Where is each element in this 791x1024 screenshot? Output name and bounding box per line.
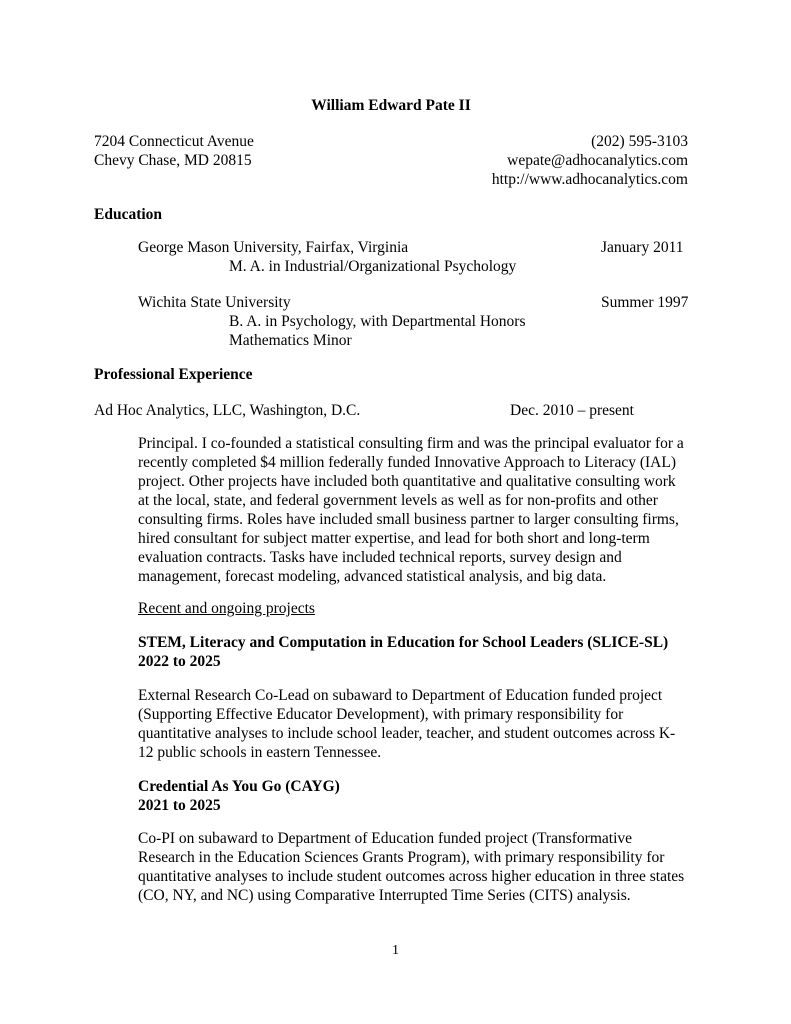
degree-detail: B. A. in Psychology, with Departmental Honors [229, 313, 526, 330]
project-description: Co-PI on subaward to Department of Education funded project (Transformative Research in the Education Sciences Grants Program), with primary responsibility for quantitative analyses to include student outcomes across higher education in three states (CO, NY, and NC) using Comparative Interrupted Time Series (CITS) analysis. [138, 830, 685, 904]
project-title-text: Credential As You Go (CAYG) [138, 778, 340, 795]
education-date: January 2011 [601, 239, 684, 256]
project-title [138, 633, 688, 671]
employer-name: Ad Hoc Analytics, LLC, Washington, D.C. [94, 402, 361, 419]
address-line-1: 7204 Connecticut Avenue [94, 133, 254, 150]
email-address: wepate@adhocanalytics.com [507, 152, 688, 169]
education-entry [138, 293, 688, 350]
project-description: External Research Co-Lead on subaward to Department of Education funded project (Supporting Effective Educator Development), with primary responsibility for quantitative analyses to include school leader, teacher, and student outcomes across K-12 public schools in eastern Tennessee. [138, 687, 676, 761]
employment-dates: Dec. 2010 – present [510, 402, 634, 419]
experience-heading: Professional Experience [94, 366, 253, 383]
education-entry [138, 238, 688, 276]
project-title-text: STEM, Literacy and Computation in Education for School Leaders (SLICE-SL) [138, 634, 669, 651]
employer-row [94, 401, 688, 420]
address-block [94, 132, 254, 189]
education-date: Summer 1997 [601, 294, 689, 311]
contact-block [94, 132, 688, 189]
person-name: William Edward Pate II [311, 97, 471, 114]
contact-info-block [492, 132, 688, 189]
project-title [138, 777, 688, 815]
degree-detail: Mathematics Minor [229, 332, 352, 349]
education-heading: Education [94, 206, 163, 223]
project-dates: 2021 to 2025 [138, 797, 221, 814]
experience-summary: Principal. I co-founded a statistical consulting firm and was the principal evaluator for a recently completed $4 million federally funded Innovative Approach to Literacy (IAL) project. Other projects have included both quantitative and qualitative consulting work at the local, state, and federal government levels as well as for non-profits and other consulting firms. Roles have included small business partner to larger consulting firms, hired consultant for subject matter expertise, and lead for both short and long-term evaluation contracts. Tasks have included technical reports, survey design and management, forecast modeling, advanced statistical analysis, and big data. [138, 435, 684, 585]
website-url: http://www.adhocanalytics.com [491, 171, 688, 188]
page-number: 1 [392, 943, 399, 958]
phone-number: (202) 595-3103 [591, 133, 688, 150]
address-line-2: Chevy Chase, MD 20815 [94, 152, 252, 169]
project-dates: 2022 to 2025 [138, 653, 221, 670]
projects-heading: Recent and ongoing projects [138, 600, 315, 617]
institution-name: Wichita State University [138, 294, 291, 311]
institution-name: George Mason University, Fairfax, Virginia [138, 239, 409, 256]
degree-detail: M. A. in Industrial/Organizational Psychology [229, 258, 517, 275]
